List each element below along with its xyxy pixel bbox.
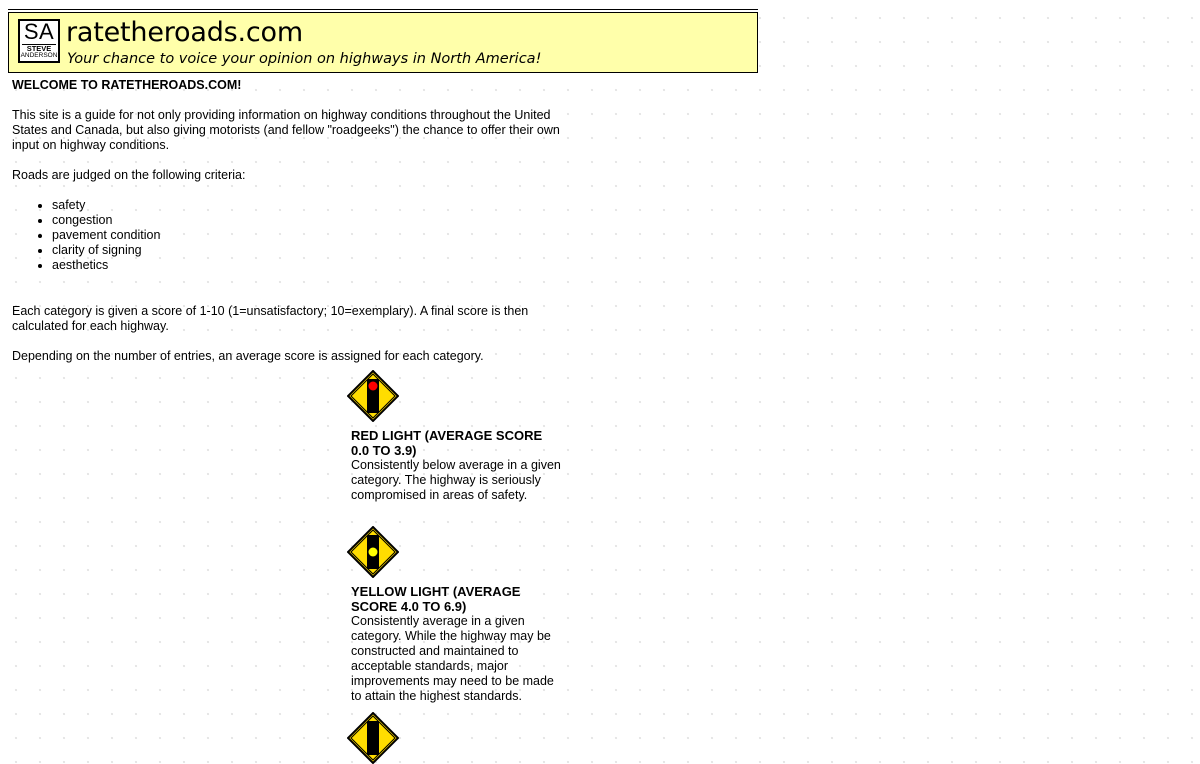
welcome-heading: WELCOME TO RATETHEROADS.COM!	[12, 78, 242, 92]
logo-first-name: STEVE	[26, 44, 52, 53]
intro-paragraph: This site is a guide for not only providing information on highway conditions throughout the United States and Canada, but also giving motorists (and fellow "roadgeeks") the chance to offer their own input on highway conditions.	[12, 108, 560, 152]
signal-ahead-icon	[347, 712, 399, 764]
signal-ahead-yellow-icon	[347, 526, 399, 578]
logo-last-name: ANDERSON	[20, 52, 58, 59]
list-item: • aesthetics	[52, 258, 572, 273]
site-title[interactable]: ratetheroads.com	[66, 17, 303, 48]
logo-initials: SA	[23, 19, 55, 44]
criteria-list	[12, 198, 572, 273]
scoring-paragraph: Each category is given a score of 1-10 (1=unsatisfactory; 10=exemplary). A final score is then calculated for each highway.	[12, 304, 529, 333]
list-item: • clarity of signing	[52, 243, 572, 258]
legend-desc-yellow: Consistently average in a given category. While the highway may be constructed and maintained to acceptable standards, major improvements may need to be made to attain the highest standards.	[351, 614, 554, 703]
list-item: • pavement condition	[52, 228, 572, 243]
main-content	[12, 78, 572, 364]
header-rule	[8, 9, 758, 10]
legend-desc-red: Consistently below average in a given category. The highway is seriously compromised in areas of safety.	[351, 458, 561, 502]
averaging-paragraph: Depending on the number of entries, an average score is assigned for each category.	[12, 349, 484, 363]
criteria-heading: Roads are judged on the following criteria:	[12, 168, 246, 182]
legend-title-red: RED LIGHT (AVERAGE SCORE 0.0 TO 3.9)	[351, 428, 543, 458]
site-banner	[8, 12, 758, 73]
list-item: • safety	[52, 198, 572, 213]
list-item: • congestion	[52, 213, 572, 228]
site-tagline: Your chance to voice your opinion on highways in North America!	[67, 51, 542, 67]
legend-title-yellow: YELLOW LIGHT (AVERAGE SCORE 4.0 TO 6.9)	[351, 584, 521, 614]
signal-ahead-red-icon	[347, 370, 399, 422]
sa-logo-icon[interactable]	[18, 19, 60, 63]
